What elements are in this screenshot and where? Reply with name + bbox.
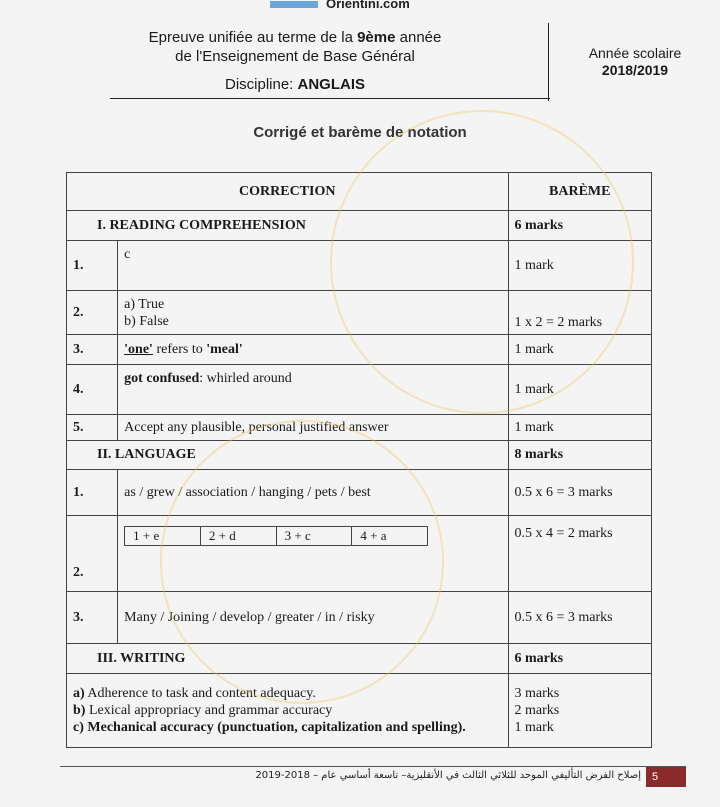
answer-b: b) False (124, 313, 169, 329)
criterion-text: Adherence to task and content adequacy. (84, 686, 316, 701)
question-number: 3. (67, 592, 118, 644)
match-item: 4 + a (360, 528, 387, 543)
table-row (67, 470, 652, 516)
discipline (60, 75, 530, 94)
answer-middle: refers to (152, 341, 207, 357)
table-header-row (67, 173, 652, 211)
discipline-value: ANGLAIS (297, 76, 366, 93)
mark-value: 1 mark (508, 241, 652, 291)
answer-cell (118, 291, 508, 335)
answer-a: a) True (124, 296, 165, 312)
answer-word: 'one' (124, 341, 153, 357)
exam-title-line1 (60, 28, 530, 47)
criterion-label: c) (73, 720, 84, 735)
question-number: 2. (67, 291, 118, 335)
match-item: 2 + d (201, 527, 277, 545)
answer-word: 'meal' (206, 341, 243, 357)
school-year (560, 45, 710, 79)
section-writing-title: III. WRITING (67, 644, 509, 674)
match-item: 3 + c (277, 527, 353, 545)
section-language-row (67, 441, 652, 470)
question-number: 1. (67, 241, 118, 291)
section-reading-row (67, 211, 652, 241)
site-name: Orientini.com (326, 0, 410, 8)
mark-value: 1 mark (508, 415, 652, 441)
answer-cell (118, 516, 508, 592)
mark-value: 0.5 x 6 = 3 marks (508, 592, 652, 644)
criterion-c (73, 719, 502, 736)
mark-value: 0.5 x 6 = 3 marks (508, 470, 652, 516)
answer-cell (118, 335, 508, 365)
question-number: 3. (67, 335, 118, 365)
column-bareme: BARÈME (508, 173, 652, 211)
criterion-label: a) (73, 686, 85, 701)
document-title: Corrigé et barème de notation (253, 124, 467, 141)
exam-grade: 9ème (357, 29, 396, 46)
school-year-value (560, 62, 710, 79)
answer-definition: : whirled around (199, 371, 292, 386)
exam-title (60, 28, 530, 94)
section-language-marks: 8 marks (508, 441, 652, 470)
criterion-text: Mechanical accuracy (punctuation, capitalization and spelling). (83, 720, 466, 735)
answer-cell (118, 365, 508, 415)
footer-text: إصلاح الفرض التأليفي الموحد للثلاثي الثالث في الأنقليزية– تاسعة أساسي عام – 2018-2019 (255, 770, 641, 781)
question-number: 1. (67, 470, 118, 516)
answer-text: c (118, 241, 508, 291)
writing-criteria (67, 674, 509, 748)
criterion-a (73, 685, 502, 702)
section-writing-marks: 6 marks (508, 644, 652, 674)
table-row (67, 516, 652, 592)
header-divider (110, 98, 550, 99)
table-row (67, 674, 652, 748)
criterion-label: b) (73, 703, 86, 718)
criterion-text: Lexical appropriacy and grammar accuracy (85, 703, 333, 718)
question-number: 4. (67, 365, 118, 415)
correction-table (66, 172, 652, 748)
column-correction: CORRECTION (67, 173, 509, 211)
answer-term: got confused (124, 371, 200, 386)
match-item: 1 + e (125, 527, 201, 545)
criterion-b (73, 702, 502, 719)
exam-title-suffix: année (395, 29, 442, 46)
mark-value: 2 marks (514, 703, 560, 718)
exam-title-prefix: Epreuve unifiée au terme de la (148, 29, 358, 46)
answer-text: as / grew / association / hanging / pets / best (118, 470, 508, 516)
table-row (67, 241, 652, 291)
question-number: 2. (67, 516, 118, 592)
mark-value: 1 mark (508, 365, 652, 415)
table-row (67, 365, 652, 415)
header-vertical-divider (548, 23, 549, 101)
answer-text: Many / Joining / develop / greater / in / risky (118, 592, 508, 644)
exam-title-line2: de l'Enseignement de Base Général (175, 48, 415, 65)
site-banner (270, 0, 410, 8)
table-row (67, 592, 652, 644)
table-row (67, 291, 652, 335)
section-reading-marks: 6 marks (508, 211, 652, 241)
section-writing-row (67, 644, 652, 674)
mark-value: 1 mark (514, 720, 554, 735)
school-year-label: Année scolaire (588, 45, 682, 61)
matching-grid (124, 526, 428, 546)
school-year-value-text: 2018/2019 (601, 62, 669, 78)
mark-value: 0.5 x 4 = 2 marks (508, 516, 652, 592)
question-number: 5. (67, 415, 118, 441)
answer-text: Accept any plausible, personal justified answer (118, 415, 508, 441)
discipline-label: Discipline: (224, 76, 298, 93)
section-language-title: II. LANGUAGE (67, 441, 509, 470)
mark-value: 3 marks (514, 686, 560, 701)
document-header (0, 18, 720, 103)
table-row (67, 415, 652, 441)
section-reading-title: I. READING COMPREHENSION (67, 211, 509, 241)
writing-marks (508, 674, 652, 748)
mark-value: 1 x 2 = 2 marks (508, 291, 652, 335)
mark-value: 1 mark (508, 335, 652, 365)
page-footer (60, 766, 686, 787)
page-number: 5 (646, 767, 686, 787)
site-logo (270, 1, 318, 8)
table-row (67, 335, 652, 365)
